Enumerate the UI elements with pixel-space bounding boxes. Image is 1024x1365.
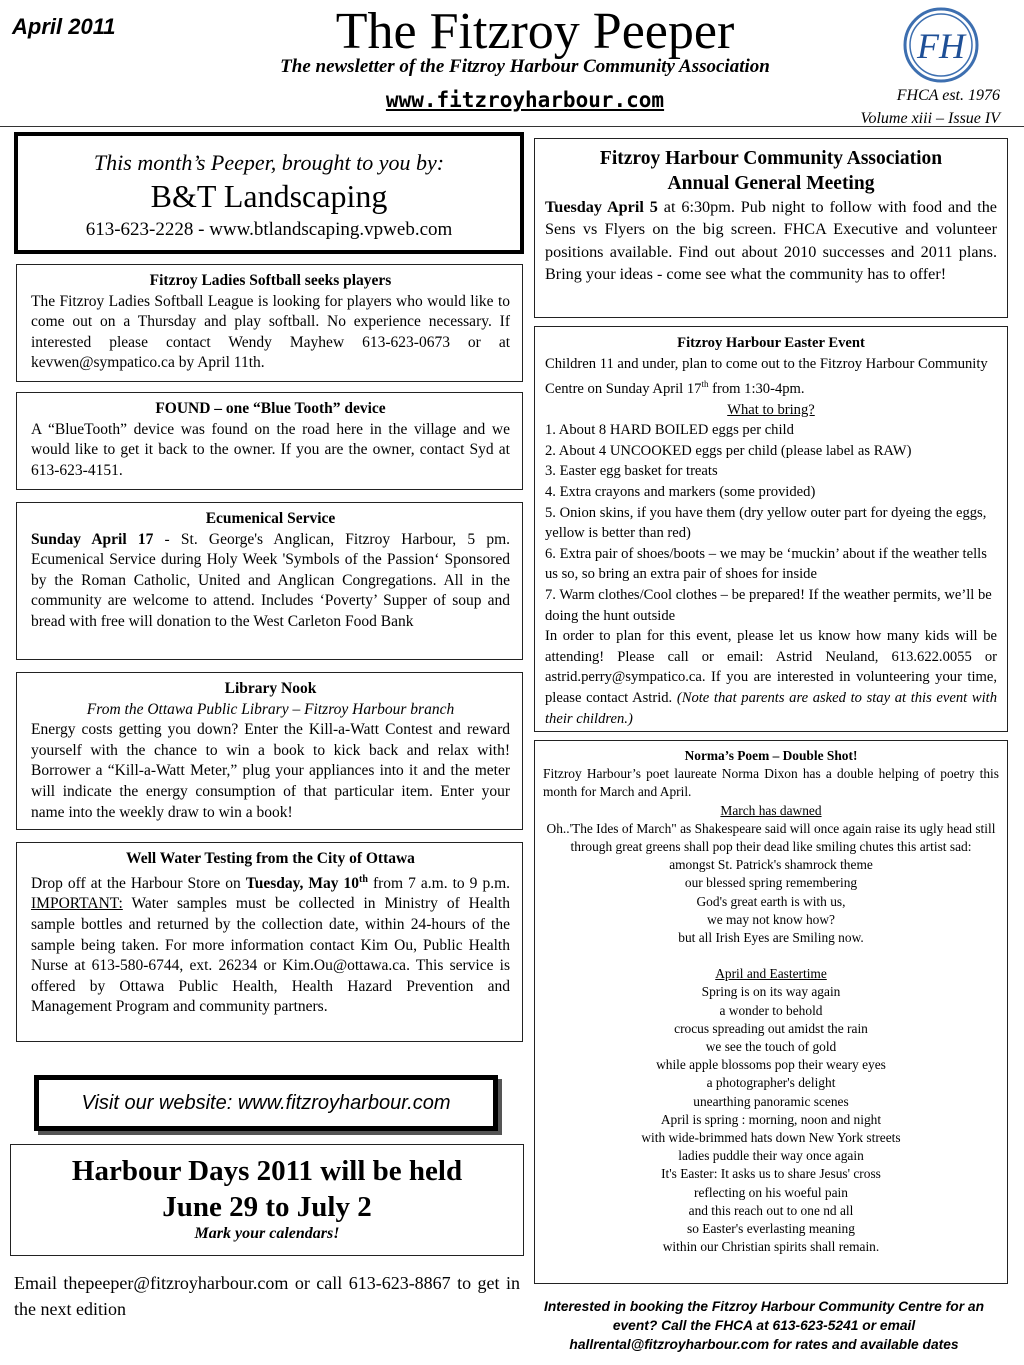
poem-line: God's great earth is with us, <box>696 893 846 909</box>
agm-box <box>534 138 1008 318</box>
easter-title: Fitzroy Harbour Easter Event <box>677 335 865 351</box>
newsletter-title: The Fitzroy Peeper <box>335 3 735 60</box>
easter-item-6: 6. Extra pair of shoes/boots – we may be ‘muckin’ about if the weather tells us so, so bring an extra pair of shoes for inside <box>545 545 987 583</box>
easter-item-7: 7. Warm clothes/Cool clothes – be prepared! If the weather permits, we’ll be doing the hunt outside <box>545 586 992 624</box>
newsletter-subtitle: The newsletter of the Fitzroy Harbour Community Association <box>280 56 770 77</box>
hall-rental-note: Interested in booking the Fitzroy Harbour Community Centre for an event? Call the FHCA at 613-623-5241 or email hallrental@fitzroyharbour.com for rates and available dates <box>544 1299 984 1352</box>
poem-line: a photographer's delight <box>706 1075 836 1091</box>
agm-body: Tuesday April 5 at 6:30pm. Pub night to follow with food and the Sens vs Flyers on the big screen. FHCA Executive and volunteer positions available. Find out about 2010 successes and 2011 plans. Bring your ideas - come see what the community has to offer! <box>545 198 997 284</box>
ecumenical-title: Ecumenical Service <box>205 510 336 527</box>
visit-website-box <box>34 1075 498 1131</box>
water-body: Drop off at the Harbour Store on Tuesday, May 10th from 7 a.m. to 9 p.m. IMPORTANT: Water samples must be collected in Ministry of Health sample bottles and returned by the collection date, within 24-hours of the sample being taken. For more information contact Kim Ou, Public Health Nurse at 613-580-6744, ext. 26234 or Kim.Ou@ottawa.ca. This service is offered by Ottawa Public Health, Health Hazard Prevention and Management Program and community partners. <box>31 873 511 1016</box>
sponsor-name: B&T Landscaping <box>150 178 388 214</box>
sponsor-intro: This month’s Peeper, brought to you by: <box>93 150 445 175</box>
ecumenical-box <box>16 502 523 660</box>
fhca-logo <box>902 6 980 84</box>
softball-box <box>16 264 523 382</box>
email-note: Email thepeeper@fitzroyharbour.com or call 613-623-8867 to get in the next edition <box>14 1273 520 1319</box>
harbour-days-note: Mark your calendars! <box>194 1225 340 1242</box>
poem-line: ladies puddle their way once again <box>678 1148 864 1164</box>
sponsor-contact: 613-623-2228 - www.btlandscaping.vpweb.com <box>85 219 453 240</box>
poem-line: a wonder to behold <box>719 1002 823 1018</box>
library-title: Library Nook <box>224 680 317 697</box>
poem-box <box>534 740 1008 1284</box>
found-box <box>16 392 523 490</box>
easter-item-4: 4. Extra crayons and markers (some provided) <box>545 484 816 501</box>
poem-line: amongst St. Patrick's shamrock theme <box>669 857 873 873</box>
library-body: Energy costs getting you down? Enter the Kill-a-Watt Contest and reward yourself with the chance to win a book to kick back and relax with! Borrower a “Kill-a-Watt Meter,” plug your appliances into it and the meter will indicate the energy consumption of that particular item. Enter your name into the weekly draw to win a book! <box>31 721 510 821</box>
sponsor-box <box>14 132 524 254</box>
library-box <box>16 672 523 830</box>
poem-line: within our Christian spirits shall remain. <box>662 1239 880 1255</box>
softball-title: Fitzroy Ladies Softball seeks players <box>149 272 392 289</box>
volume-issue: Volume xiii – Issue IV <box>860 110 1000 127</box>
logo-text: FH <box>917 26 965 66</box>
harbour-days-dates: June 29 to July 2 <box>162 1191 372 1223</box>
poem-title: Norma’s Poem – Double Shot! <box>684 748 858 763</box>
library-subtitle: From the Ottawa Public Library – Fitzroy Harbour branch <box>86 700 455 718</box>
water-title: Well Water Testing from the City of Ottawa <box>126 850 415 867</box>
found-body: A “BlueTooth” device was found on the road here in the village and we would like to get it back to the owner. If you are the owner, contact Syd at 613-623-4151. <box>31 420 510 479</box>
found-title: FOUND – one “Blue Tooth” device <box>155 400 386 417</box>
visit-website-text[interactable]: Visit our website: www.fitzroyharbour.com <box>81 1092 451 1114</box>
poem-line: unearthing panoramic scenes <box>693 1093 849 1109</box>
poem-line: our blessed spring remembering <box>684 875 858 891</box>
poem-heading-march: March has dawned <box>720 802 822 818</box>
easter-item-2: 2. About 4 UNCOOKED eggs per child (please label as RAW) <box>545 442 912 459</box>
agm-date: Tuesday April 5 <box>545 198 658 216</box>
softball-body: The Fitzroy Ladies Softball League is looking for players who would like to come out on a Thursday and play softball. No experience necessary. If interested please contact Wendy Mayhew 613-623-0673 or at kevwen@sympatico.ca by April 11th. <box>31 292 510 372</box>
poem-line: Oh..'The Ides of March" as Shakespeare said will once again raise its ugly head still through great greens shall pop their dead like smiling chutes this artist sad: <box>546 820 996 855</box>
poem-heading-april: April and Eastertime <box>715 966 827 982</box>
easter-intro: Children 11 and under, plan to come out to the Fitzroy Harbour Community Centre on Sunday April 17th from 1:30-4pm. <box>545 355 988 398</box>
water-box <box>16 842 523 1042</box>
poem-line: with wide-brimmed hats down New York streets <box>641 1130 901 1146</box>
poem-line: we may not know how? <box>707 911 835 927</box>
issue-date: April 2011 <box>12 14 116 39</box>
poem-line: April is spring : morning, noon and night <box>660 1111 882 1127</box>
poem-line: and this reach out to one nd all <box>688 1202 854 1218</box>
ecumenical-date: Sunday April 17 <box>31 530 154 548</box>
easter-note: (Note that parents are asked to stay at this event with their children.) <box>545 689 997 727</box>
easter-item-1: 1. About 8 HARD BOILED eggs per child <box>545 422 794 439</box>
poem-line: we see the touch of gold <box>705 1039 837 1055</box>
easter-item-5: 5. Onion skins, if you have them (dry yellow outer part for dyeing the eggs, yellow is better than red) <box>545 504 987 542</box>
water-important: IMPORTANT: <box>31 895 123 913</box>
poem-line: reflecting on his woeful pain <box>694 1184 848 1200</box>
agm-title: Fitzroy Harbour Community Association <box>599 148 943 169</box>
agm-subtitle: Annual General Meeting <box>667 173 875 194</box>
harbour-days-line1: Harbour Days 2011 will be held <box>71 1155 463 1187</box>
poem-line: crocus spreading out amidst the rain <box>674 1020 868 1036</box>
ecumenical-body: Sunday April 17 - St. George's Anglican, Fitzroy Harbour, 5 pm. Ecumenical Service during Holy Week 'Symbols of the Passion‘ Sponsored by the Roman Catholic, United and Anglican Congregations. All in the community are welcome to attend. Includes ‘Poverty’ Supper of soup and bread with free will donation to the West Carleton Food Bank <box>31 530 510 630</box>
easter-box <box>534 326 1008 732</box>
poem-line: while apple blossoms pop their weary eyes <box>656 1057 886 1073</box>
poem-line: so Easter's everlasting meaning <box>687 1221 855 1237</box>
established-note: FHCA est. 1976 <box>896 87 1000 104</box>
website-link[interactable]: www.fitzroyharbour.com <box>385 88 665 112</box>
easter-closing: In order to plan for this event, please let us know how many kids will be attending! Please call or email: Astrid Neuland, 613.622.0055 or astrid.perry@sympatico.ca. If you are interested in volunteering your time, please contact Astrid. (Note that parents are asked to stay at this event with their children.) <box>545 628 997 727</box>
poem-intro: Fitzroy Harbour’s poet laureate Norma Dixon has a double helping of poetry this month for March and April. <box>543 766 999 800</box>
harbour-days-box <box>10 1144 524 1256</box>
poem-line: It's Easter: It asks us to share Jesus' cross <box>661 1166 881 1182</box>
poem-line: Spring is on its way again <box>701 984 841 1000</box>
easter-bring-heading: What to bring? <box>727 401 815 418</box>
header-rule <box>0 126 1024 127</box>
poem-line: but all Irish Eyes are Smiling now. <box>678 930 864 946</box>
easter-item-3: 3. Easter egg basket for treats <box>545 463 718 480</box>
